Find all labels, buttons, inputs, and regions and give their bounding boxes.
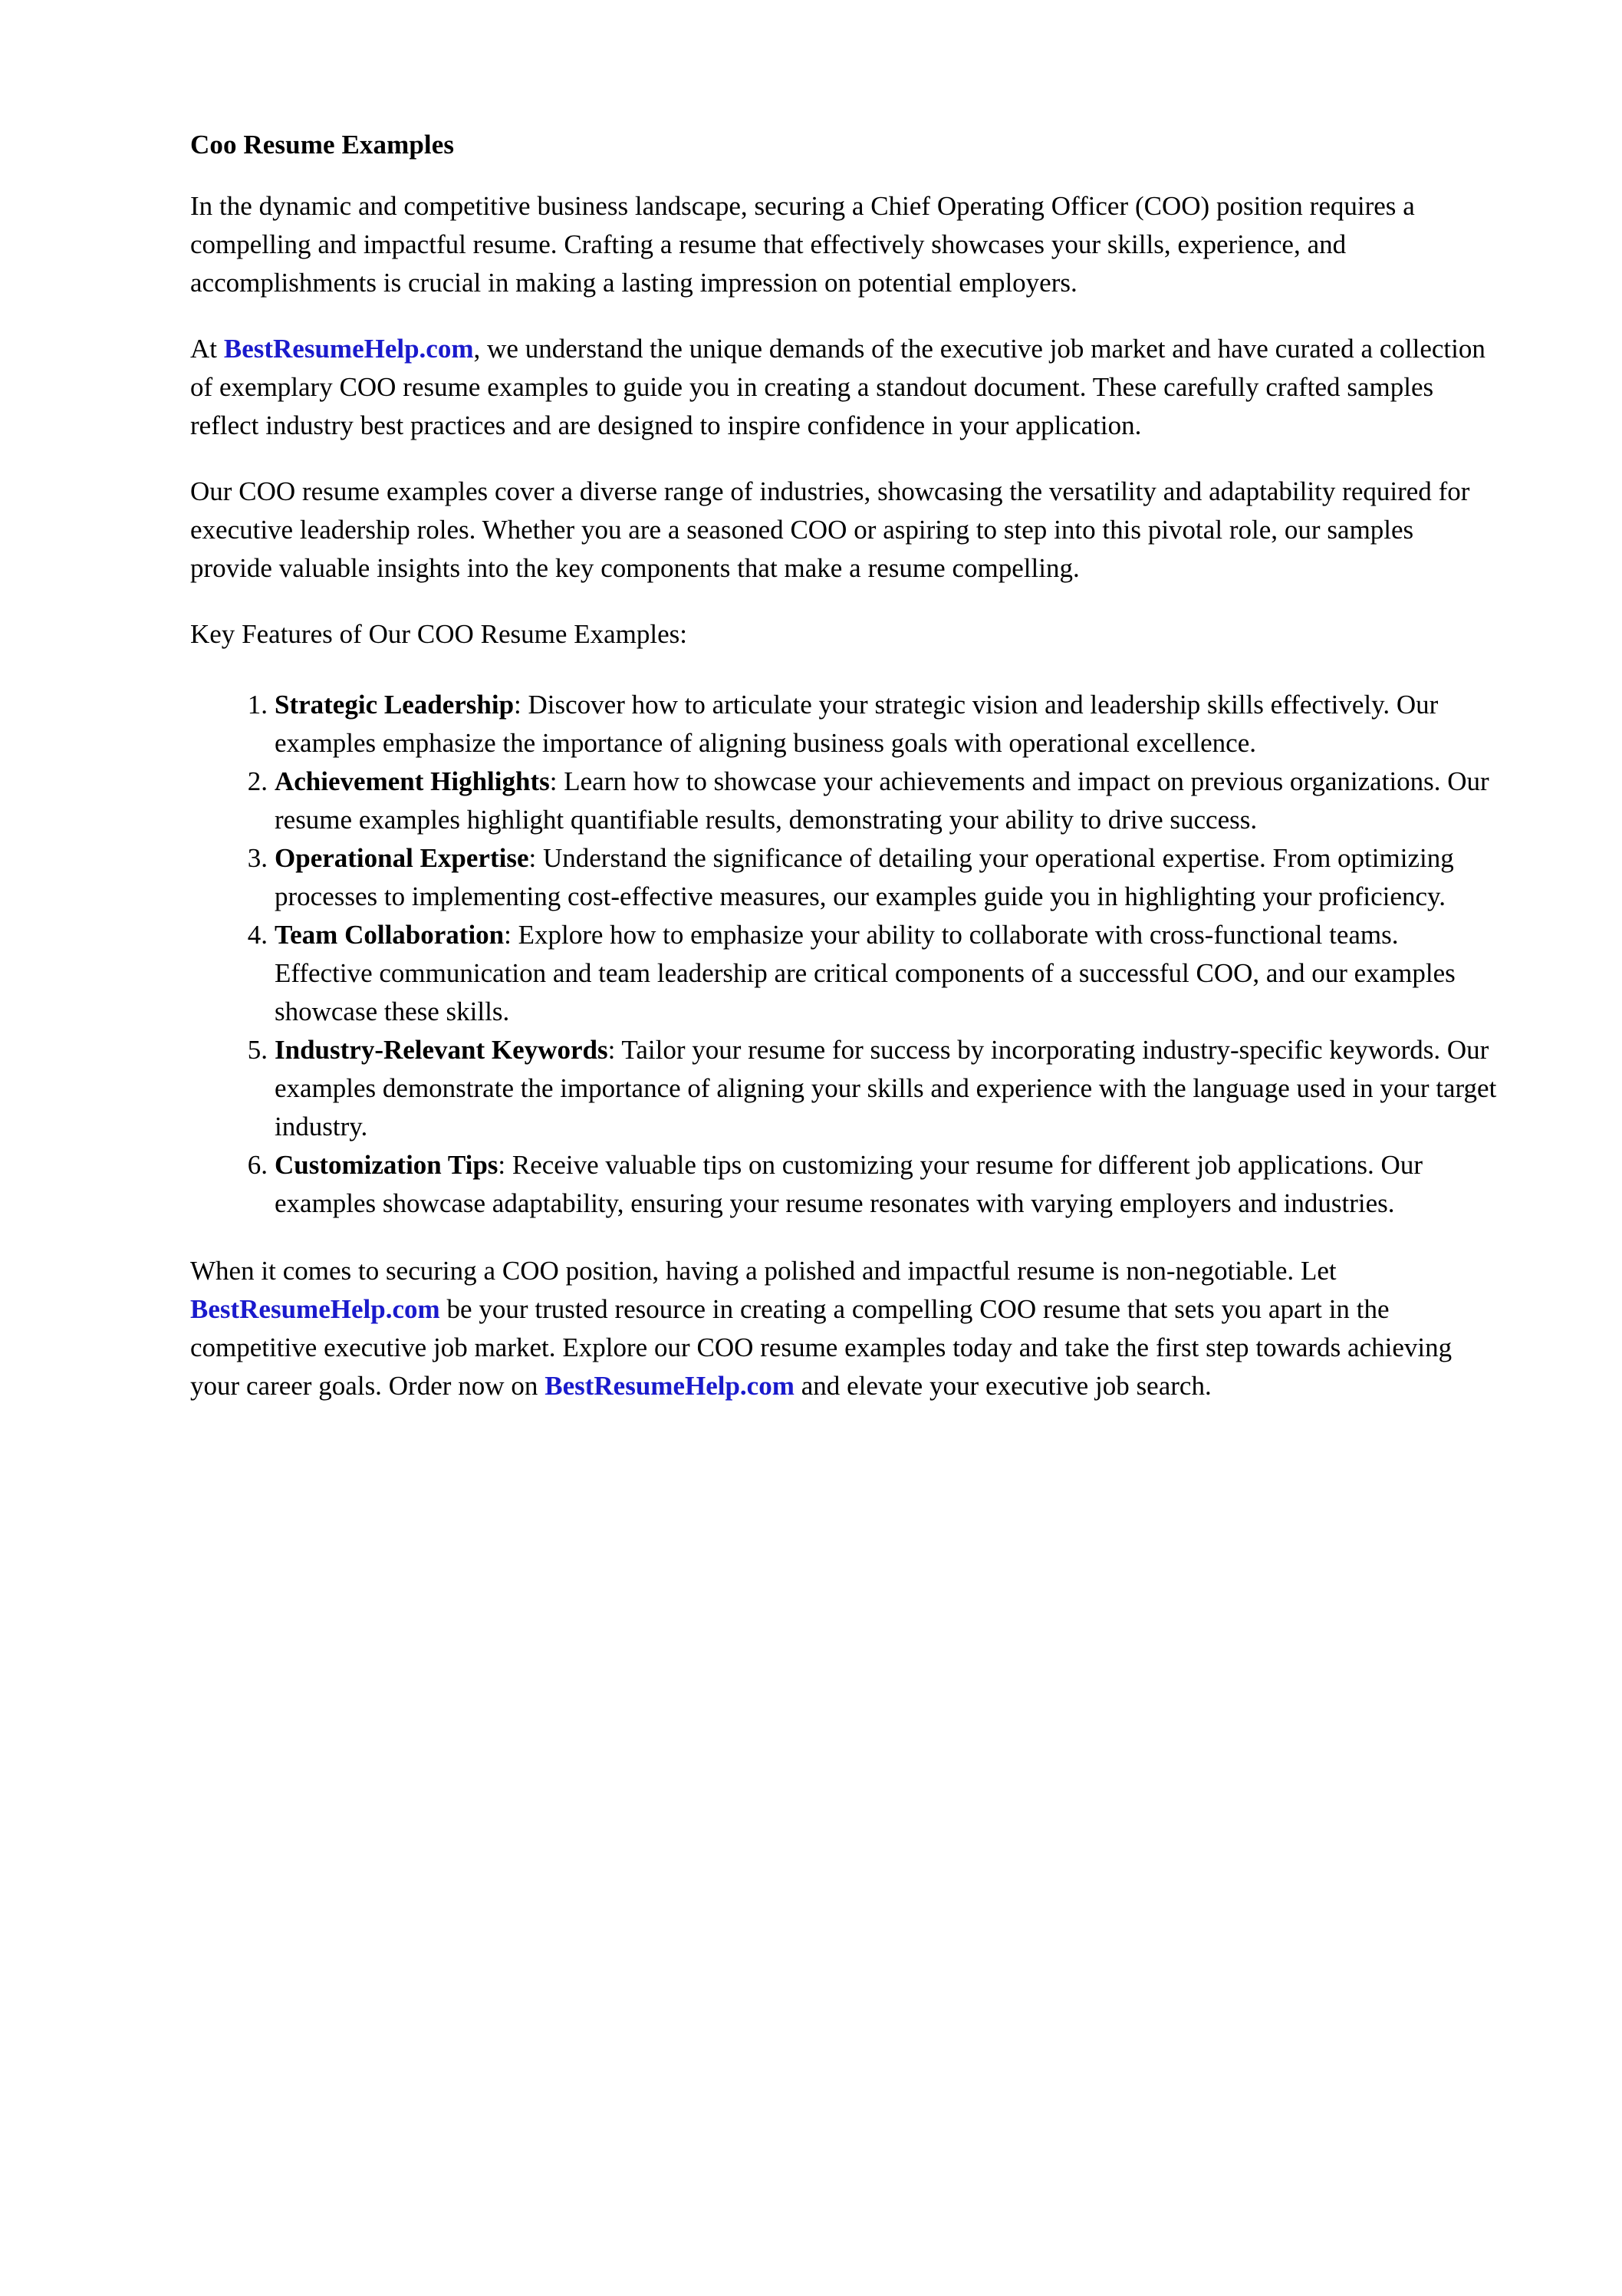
list-item <box>190 916 1499 1031</box>
feature-term: Strategic Leadership <box>275 689 515 720</box>
closing-text-part-2: be your trusted resource in creating a compelling COO resume that sets you apart in the competitive executive job market. Explore our COO resume examples today and take the first step towards achieving your career goals. Order now on <box>190 1293 1453 1401</box>
feature-body: : Understand the significance of detailing your operational expertise. From optimizing processes to implementing cost-effective measures, our examples guide you in highlighting your proficiency. <box>275 842 1454 911</box>
closing-text-part-1: When it comes to securing a COO position, having a polished and impactful resume is non-negotiable. Let <box>190 1255 1337 1286</box>
feature-term: Industry-Relevant Keywords <box>275 1034 608 1065</box>
list-item <box>190 763 1499 839</box>
list-item <box>190 1031 1499 1146</box>
key-features-heading: Key Features of Our COO Resume Examples: <box>190 618 687 649</box>
bestresumehelp-link-2[interactable]: BestResumeHelp.com <box>190 1293 440 1324</box>
feature-term: Achievement Highlights <box>275 766 550 796</box>
intro-paragraph: In the dynamic and competitive business landscape, securing a Chief Operating Officer (COO) position requires a compelling and impactful resume. Crafting a resume that effectively showcases your skills, experience, and accomplishments is crucial in making a lasting impression on potential employers. <box>190 190 1415 298</box>
feature-body: : Receive valuable tips on customizing your resume for different job applications. Our examples showcase adaptability, ensuring your resume resonates with varying employers and industries. <box>275 1149 1423 1218</box>
list-item <box>190 1146 1499 1223</box>
diversity-paragraph: Our COO resume examples cover a diverse range of industries, showcasing the versatility and adaptability required for executive leadership roles. Whether you are a seasoned COO or aspiring to step into this pivotal role, our samples provide valuable insights into the key components that make a resume compelling. <box>190 476 1470 583</box>
about-rest-text: , we understand the unique demands of the executive job market and have curated a collection of exemplary COO resume examples to guide you in creating a standout document. These carefully crafted samples reflect industry best practices and are designed to inspire confidence in your application. <box>190 333 1485 440</box>
closing-paragraph <box>190 1252 1499 1405</box>
key-features-list <box>190 686 1499 1223</box>
closing-text-part-3: and elevate your executive job search. <box>794 1370 1212 1401</box>
about-paragraph <box>190 330 1499 445</box>
feature-body: : Explore how to emphasize your ability to collaborate with cross-functional teams. Effective communication and team leadership are critical components of a successful COO, and our examples showcase these skills. <box>275 919 1456 1026</box>
bestresumehelp-link-3[interactable]: BestResumeHelp.com <box>545 1370 795 1401</box>
feature-body: : Learn how to showcase your achievements and impact on previous organizations. Our resume examples highlight quantifiable results, demonstrating your ability to drive success. <box>275 766 1489 835</box>
list-item <box>190 839 1499 916</box>
feature-term: Operational Expertise <box>275 842 529 873</box>
feature-term: Team Collaboration <box>275 919 505 950</box>
page-title: Coo Resume Examples <box>190 130 455 160</box>
feature-term: Customization Tips <box>275 1149 498 1180</box>
about-prefix-text: At <box>190 333 224 364</box>
document-content <box>190 129 1499 1433</box>
list-item <box>190 686 1499 763</box>
feature-body: : Tailor your resume for success by incorporating industry-specific keywords. Our examples demonstrate the importance of aligning your skills and experience with the language used in your target industry. <box>275 1034 1497 1141</box>
bestresumehelp-link-1[interactable]: BestResumeHelp.com <box>223 333 474 364</box>
feature-body: : Discover how to articulate your strategic vision and leadership skills effectively. Our examples emphasize the importance of aligning business goals with operational excellence. <box>275 689 1439 758</box>
